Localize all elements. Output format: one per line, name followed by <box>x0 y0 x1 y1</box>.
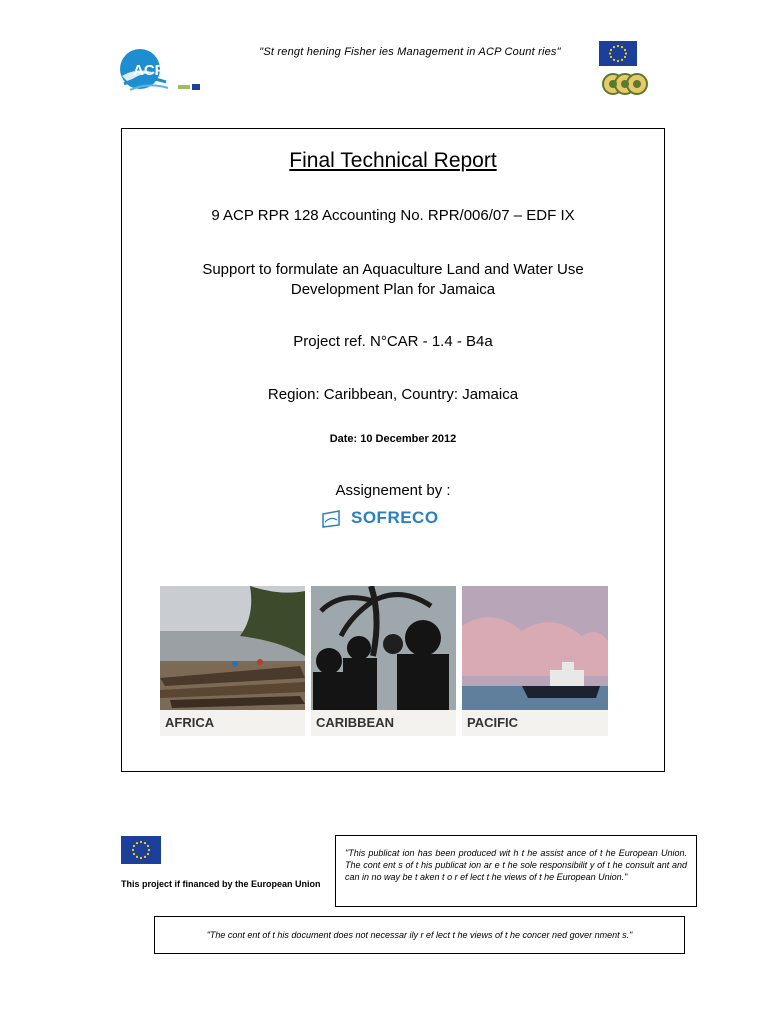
subject-line-2: Development Plan for Jamaica <box>290 281 496 298</box>
eu-flag-icon <box>599 41 637 66</box>
sofreco-text: SOFRECO <box>351 508 439 527</box>
sofreco-mark-icon <box>321 510 343 528</box>
tagline: "St rengt hening Fisher ies Management in ACP Count ries" <box>259 46 561 58</box>
acp-seal-icon <box>601 68 649 100</box>
assignment-label: Assignement by : <box>335 482 451 499</box>
title-box <box>121 128 665 772</box>
eu-financing-note: This project if financed by the European Union <box>121 879 321 889</box>
logo-text: ACPFish II <box>133 62 209 79</box>
subject-line-1: Support to formulate an Aquaculture Land and Water Use <box>202 261 584 278</box>
region-country: Region: Caribbean, Country: Jamaica <box>267 386 519 403</box>
acp-fish-ii-logo <box>118 44 210 100</box>
photo-label-africa: AFRICA <box>160 710 305 736</box>
report-title: Final Technical Report <box>289 149 497 172</box>
report-subject <box>122 260 664 300</box>
region-photo-strip <box>160 586 608 736</box>
photo-pacific <box>462 586 608 736</box>
accounting-number: 9 ACP RPR 128 Accounting No. RPR/006/07 – EDF IX <box>211 207 575 224</box>
content-disclaimer: "The cont ent of t his document does not necessar ily r ef lect t he views of t he concer ned gover nment s." <box>154 916 685 954</box>
eu-disclaimer: "This publicat ion has been produced wit h t he assist ance of t he European Union. The cont ent s of t his publicat ion ar e t he sole responsibilit y of t he consult ant and can in no way be t aken t o r ef lect t he views of t he European Union." <box>335 835 697 907</box>
photo-label-pacific: PACIFIC <box>462 710 608 736</box>
eu-flag-footer-icon <box>121 836 161 864</box>
report-date: Date: 10 December 2012 <box>329 433 457 445</box>
photo-caribbean <box>311 586 456 736</box>
photo-label-caribbean: CARIBBEAN <box>311 710 456 736</box>
project-reference: Project ref. N°CAR - 1.4 - B4a <box>293 333 493 350</box>
sofreco-logo <box>122 507 664 531</box>
photo-africa <box>160 586 305 736</box>
